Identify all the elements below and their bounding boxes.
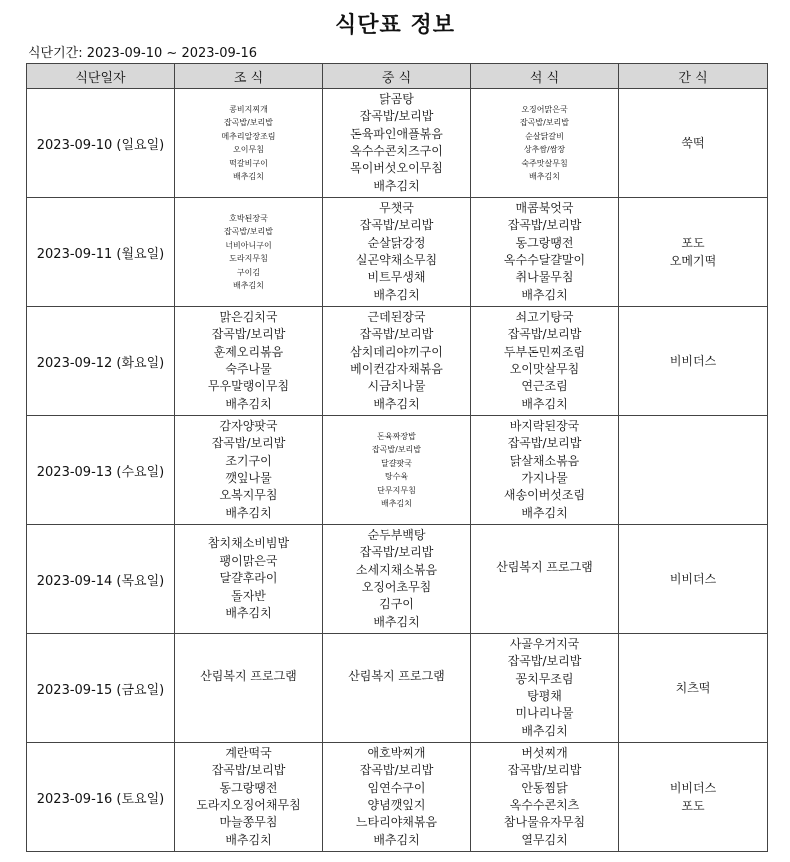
date-cell: 2023-09-12 (화요일) [27, 307, 175, 416]
lunch-menu-list [323, 198, 470, 306]
menu-item: 비비더스 [669, 781, 717, 795]
menu-item: 치츠떡 [675, 681, 711, 695]
menu-item: 무챗국 [379, 200, 414, 215]
breakfast-cell [175, 743, 323, 852]
dinner-menu-list [471, 89, 618, 197]
table-row [27, 525, 768, 634]
lunch-cell [323, 89, 471, 198]
snack-menu-list [619, 89, 767, 197]
menu-item: 두부돈민찌조림 [503, 344, 586, 359]
menu-item: 오이무침 [233, 145, 264, 154]
menu-item: 잡곡밥/보리밥 [359, 545, 434, 560]
snack-menu-list [619, 416, 767, 524]
menu-item: 근데된장국 [367, 309, 426, 324]
lunch-cell [323, 416, 471, 525]
menu-item: 도라지오징어채무침 [196, 798, 301, 812]
menu-item: 목이버섯오이무침 [350, 161, 443, 176]
lunch-menu-list [323, 89, 470, 197]
menu-item: 단무지무침 [377, 485, 416, 495]
breakfast-cell [175, 89, 323, 198]
dinner-menu-list [471, 634, 618, 742]
menu-item: 열무김치 [521, 832, 568, 847]
menu-item: 돌자반 [231, 588, 266, 603]
menu-item: 떡갈비구이 [229, 158, 268, 168]
breakfast-menu-list [175, 416, 322, 524]
date-cell: 2023-09-13 (수요일) [27, 416, 175, 525]
menu-item: 참치채소비빔밥 [207, 536, 290, 551]
dinner-menu-list [471, 198, 618, 306]
snack-menu-list [619, 634, 767, 742]
snack-cell [619, 416, 768, 525]
menu-item: 순살닭강정 [367, 235, 426, 250]
menu-item: 잡곡밥/보리밥 [211, 436, 286, 451]
lunch-menu-list [323, 307, 470, 415]
menu-item: 오메기떡 [669, 254, 717, 268]
menu-item: 새송이버섯조림 [503, 488, 586, 503]
breakfast-cell [175, 416, 323, 525]
menu-item: 동그랑땡전 [219, 780, 278, 795]
menu-item: 오징어초무침 [361, 580, 432, 594]
menu-item: 무우말랭이무침 [207, 379, 290, 394]
snack-menu-list [619, 743, 767, 851]
lunch-menu-list [323, 416, 470, 524]
dinner-cell [471, 634, 619, 743]
table-row [27, 89, 768, 198]
dinner-menu-list [471, 307, 618, 415]
menu-item: 임연수구이 [367, 780, 426, 795]
breakfast-menu-list [175, 668, 322, 707]
dinner-cell [471, 416, 619, 525]
dinner-cell [471, 89, 619, 198]
menu-item: 배추김치 [373, 178, 420, 193]
menu-item: 돈육파인애플볶음 [350, 126, 443, 141]
dinner-cell [471, 525, 619, 634]
menu-item: 바지락된장국 [509, 418, 580, 433]
table-row [27, 416, 768, 525]
breakfast-cell [175, 198, 323, 307]
table-row [27, 634, 768, 743]
menu-item: 팽이맑은국 [219, 553, 278, 568]
menu-item: 훈제오리볶음 [213, 344, 284, 359]
menu-item: 시금치나물 [367, 379, 426, 394]
menu-item: 콩비지찌개 [229, 104, 268, 114]
menu-item: 잡곡밥/보리밥 [223, 227, 274, 236]
breakfast-cell [175, 525, 323, 634]
menu-item: 숙주나물 [225, 362, 272, 376]
snack-menu-list [619, 198, 767, 306]
menu-item: 미나리나물 [515, 706, 574, 721]
lunch-menu-list [323, 525, 470, 633]
header-snack: 간 식 [619, 64, 768, 89]
menu-item: 감자양팟국 [219, 418, 278, 433]
breakfast-menu-list [175, 198, 322, 306]
menu-item: 배추김치 [373, 614, 420, 629]
lunch-cell [323, 198, 471, 307]
header-breakfast: 조 식 [175, 64, 323, 89]
date-cell: 2023-09-11 (월요일) [27, 198, 175, 307]
menu-item: 잡곡밥/보리밥 [359, 218, 434, 233]
menu-item: 양념깻잎지 [367, 798, 426, 812]
menu-item: 구이김 [236, 267, 261, 277]
dinner-menu-list [471, 559, 618, 598]
menu-item: 쑥떡 [681, 136, 705, 150]
menu-item: 연근조림 [521, 379, 568, 394]
header-dinner: 석 식 [471, 64, 619, 89]
menu-item: 소세지채소볶음 [355, 562, 438, 577]
menu-item: 취나물무침 [515, 270, 574, 285]
breakfast-menu-list [175, 89, 322, 197]
menu-item: 배추김치 [225, 505, 272, 520]
menu-item: 배추김치 [381, 499, 412, 508]
table-body [27, 89, 768, 852]
menu-item: 순살닭갈비 [525, 131, 564, 141]
menu-item: 실곤약채소무침 [355, 253, 438, 267]
menu-item: 달걀팟국 [381, 458, 412, 468]
menu-item: 잡곡밥/보리밥 [507, 218, 582, 233]
snack-cell [619, 198, 768, 307]
dinner-menu-list [471, 416, 618, 524]
date-cell: 2023-09-14 (목요일) [27, 525, 175, 634]
menu-item: 오복지무침 [219, 488, 278, 503]
breakfast-cell [175, 307, 323, 416]
date-cell: 2023-09-15 (금요일) [27, 634, 175, 743]
menu-item: 마늘쫑무침 [219, 815, 278, 830]
menu-item: 잡곡밥/보리밥 [507, 327, 582, 342]
menu-item: 배추김치 [233, 172, 264, 181]
menu-item: 산림복지 프로그램 [200, 669, 297, 684]
menu-item: 사골우거지국 [509, 636, 580, 651]
table-row [27, 307, 768, 416]
menu-item: 계란떡국 [225, 745, 272, 760]
menu-item: 옥수수콘치츠 [509, 798, 580, 812]
menu-item: 순두부백탕 [367, 527, 426, 542]
date-cell: 2023-09-16 (토요일) [27, 743, 175, 852]
menu-item: 포도 [681, 236, 705, 250]
menu-item: 탕평채 [527, 689, 562, 703]
page-title: 식단표 정보 [335, 13, 455, 38]
menu-item: 산림복지 프로그램 [496, 560, 593, 575]
menu-item: 느타리야채볶음 [355, 815, 438, 830]
menu-item: 돈육짜장밥 [377, 431, 416, 441]
snack-cell [619, 743, 768, 852]
menu-item: 조기구이 [225, 453, 272, 468]
menu-item: 닭살채소볶음 [509, 453, 580, 468]
menu-item: 잡곡밥/보리밥 [359, 327, 434, 342]
menu-item: 잡곡밥/보리밥 [371, 445, 422, 454]
menu-item: 비트무생채 [367, 270, 426, 285]
menu-item: 배추김치 [521, 505, 568, 520]
menu-item: 배추김치 [373, 396, 420, 411]
menu-item: 배추김치 [373, 832, 420, 847]
menu-item: 배추김치 [521, 287, 568, 302]
menu-item: 오징어맑은국 [521, 104, 568, 114]
menu-item: 배추김치 [225, 606, 272, 621]
menu-item: 상추쌈/쌈장 [523, 145, 566, 154]
menu-item: 잡곡밥/보리밥 [211, 763, 286, 778]
menu-item: 숙주맛살무침 [521, 158, 568, 168]
breakfast-cell [175, 634, 323, 743]
menu-item: 너비아니구이 [225, 240, 272, 250]
menu-item: 버섯찌개 [521, 745, 568, 760]
menu-item: 닭곰탕 [379, 91, 414, 106]
menu-item: 안동찜닭 [521, 780, 568, 795]
menu-item: 배추김치 [225, 396, 272, 411]
menu-item: 비비더스 [669, 354, 717, 368]
lunch-menu-list [323, 743, 470, 851]
menu-item: 산림복지 프로그램 [348, 669, 445, 684]
meal-table [26, 63, 768, 852]
table-row [27, 743, 768, 852]
menu-item: 메추리알장조림 [221, 131, 276, 141]
menu-item: 김구이 [379, 597, 414, 612]
dinner-cell [471, 198, 619, 307]
menu-item: 가지나물 [521, 471, 568, 485]
snack-cell [619, 307, 768, 416]
menu-item: 꽁치무조림 [515, 671, 574, 686]
menu-item: 동그랑땡전 [515, 235, 574, 250]
menu-item: 배추김치 [233, 281, 264, 290]
breakfast-menu-list [175, 307, 322, 415]
snack-menu-list [619, 525, 767, 633]
menu-item: 배추김치 [529, 172, 560, 181]
snack-cell [619, 525, 768, 634]
menu-item: 비비더스 [669, 572, 717, 586]
menu-item: 포도 [681, 799, 705, 813]
menu-item: 옥수수달걀말이 [503, 253, 586, 267]
lunch-cell [323, 634, 471, 743]
menu-item: 오이맛살무침 [509, 362, 580, 376]
header-date: 식단일자 [27, 64, 175, 89]
menu-item: 배추김치 [521, 396, 568, 411]
menu-item: 잡곡밥/보리밥 [507, 654, 582, 669]
menu-item: 도라지무침 [229, 254, 268, 263]
breakfast-menu-list [175, 743, 322, 851]
menu-item: 잡곡밥/보리밥 [359, 109, 434, 124]
menu-item: 삼치데리야끼구이 [350, 344, 443, 359]
snack-cell [619, 89, 768, 198]
menu-item: 호박된장국 [229, 213, 268, 223]
date-cell: 2023-09-10 (일요일) [27, 89, 175, 198]
table-header-row [27, 64, 768, 89]
dinner-cell [471, 307, 619, 416]
header-lunch: 중 식 [323, 64, 471, 89]
menu-item: 깻잎나물 [225, 471, 272, 485]
lunch-cell [323, 307, 471, 416]
menu-item: 잡곡밥/보리밥 [359, 763, 434, 778]
menu-item: 잡곡밥/보리밥 [223, 118, 274, 127]
menu-item: 잡곡밥/보리밥 [519, 118, 570, 127]
dinner-menu-list [471, 743, 618, 851]
lunch-menu-list [323, 668, 470, 707]
menu-item: 잡곡밥/보리밥 [211, 327, 286, 342]
menu-item: 베이컨감자채볶음 [350, 362, 443, 376]
menu-item: 매콤북엇국 [515, 200, 574, 215]
menu-item: 잡곡밥/보리밥 [507, 763, 582, 778]
menu-item: 달걀후라이 [219, 571, 278, 586]
menu-item: 배추김치 [225, 832, 272, 847]
menu-item: 잡곡밥/보리밥 [507, 436, 582, 451]
menu-item: 배추김치 [373, 287, 420, 302]
menu-item: 탕수육 [384, 472, 409, 481]
lunch-cell [323, 525, 471, 634]
table-row [27, 198, 768, 307]
menu-item: 애호박찌개 [367, 745, 426, 760]
dinner-cell [471, 743, 619, 852]
snack-menu-list [619, 307, 767, 415]
lunch-cell [323, 743, 471, 852]
menu-item: 참나물유자무침 [503, 815, 586, 830]
menu-item: 배추김치 [521, 723, 568, 738]
menu-item: 맑은김치국 [219, 309, 278, 324]
menu-item: 쇠고기탕국 [515, 309, 574, 324]
meal-period: 식단기간: 2023-09-10 ~ 2023-09-16 [28, 46, 258, 61]
breakfast-menu-list [175, 525, 322, 633]
snack-cell [619, 634, 768, 743]
menu-item: 옥수수콘치즈구이 [350, 144, 443, 158]
